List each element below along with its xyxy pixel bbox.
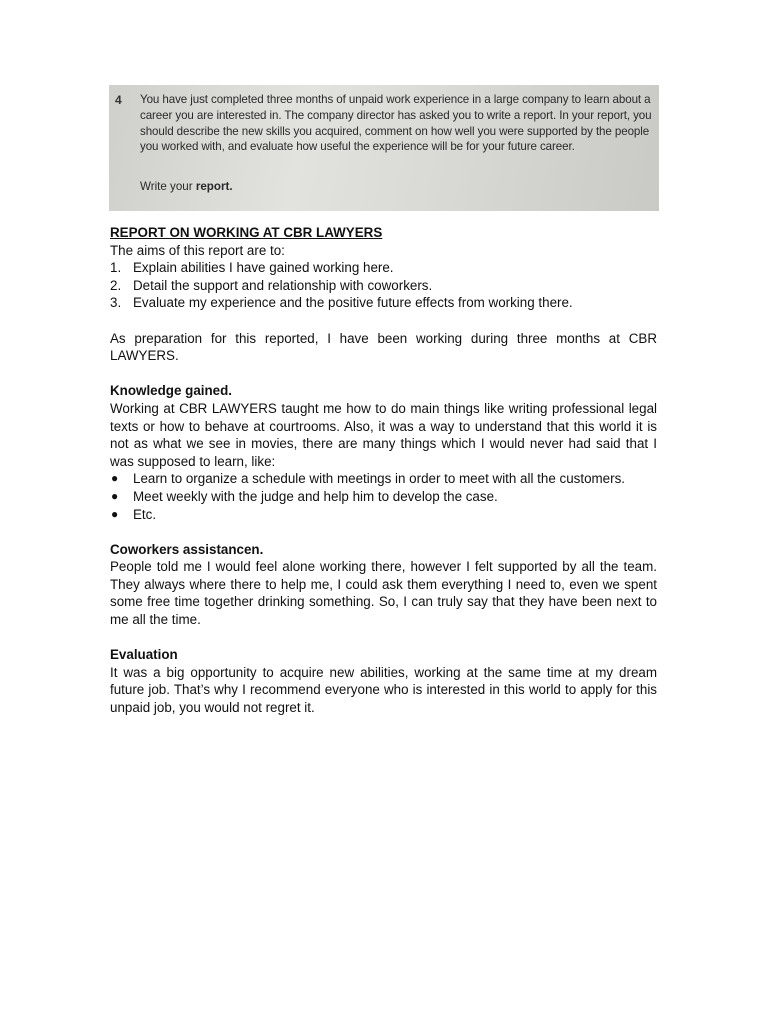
- list-number: 3.: [110, 295, 122, 311]
- spacer: [110, 365, 657, 383]
- exam-prompt-image: [109, 85, 659, 211]
- prompt-instruction: [140, 180, 233, 193]
- list-item-text: Explain abilities I have gained working here.: [133, 260, 394, 276]
- list-item: [110, 506, 657, 524]
- evaluation-heading: Evaluation: [110, 647, 178, 663]
- coworkers-paragraph: People told me I would feel alone working there, however I felt supported by all the team. They always where there to help me, I could ask them everything I need to, even we spent some free time together drinking something. So, I can truly say that they have been next to me all the time.: [110, 559, 657, 628]
- report-document: [110, 224, 657, 717]
- prompt-text: You have just completed three months of unpaid work experience in a large company to learn about a career you are interested in. The company director has asked you to write a report. In your report, you should describe the new skills you acquired, comment on how well you were supported by the people you worked with, and evaluate how useful the experience will be for your future career.: [140, 93, 652, 154]
- list-item-text: Meet weekly with the judge and help him to develop the case.: [133, 488, 498, 504]
- list-item: [110, 294, 657, 312]
- spacer: [110, 312, 657, 330]
- evaluation-paragraph: It was a big opportunity to acquire new abilities, working at the same time at my dream future job. That’s why I recommend everyone who is interested in this world to apply for this unpaid job, you would not regret it.: [110, 664, 657, 716]
- list-item: [110, 259, 657, 277]
- list-number: 2.: [110, 277, 122, 293]
- prompt-number: 4: [115, 93, 122, 107]
- prompt-instruction-prefix: Write your: [140, 180, 196, 193]
- knowledge-heading: Knowledge gained.: [110, 383, 233, 399]
- aims-intro: The aims of this report are to:: [110, 242, 285, 258]
- report-title: REPORT ON WORKING AT CBR LAWYERS: [110, 225, 383, 240]
- bullet-icon: ●: [111, 471, 119, 486]
- knowledge-paragraph: Working at CBR LAWYERS taught me how to do main things like writing professional legal texts or how to behave at courtrooms. Also, it was a way to understand that this world it is not as what we see in movies, there are many things which I would never had said that I was supposed to learn, like:: [110, 400, 657, 469]
- prompt-instruction-bold: report.: [195, 180, 233, 193]
- list-item-text: Evaluate my experience and the positive future effects from working there.: [133, 295, 573, 311]
- list-item-text: Etc.: [133, 506, 157, 522]
- spacer: [110, 629, 657, 647]
- bullet-icon: ●: [111, 506, 119, 521]
- spacer: [110, 523, 657, 541]
- list-item: [110, 470, 657, 488]
- knowledge-bullet-list: [110, 470, 657, 523]
- coworkers-heading: Coworkers assistancen.: [110, 541, 264, 557]
- aims-list: [110, 259, 657, 312]
- list-item-text: Detail the support and relationship with coworkers.: [133, 277, 433, 293]
- list-number: 1.: [110, 260, 122, 276]
- list-item: [110, 488, 657, 506]
- preparation-paragraph: As preparation for this reported, I have been working during three months at CBR LAWYERS.: [110, 330, 657, 364]
- list-item: [110, 277, 657, 295]
- list-item-text: Learn to organize a schedule with meetings in order to meet with all the customers.: [133, 471, 625, 487]
- bullet-icon: ●: [111, 488, 119, 503]
